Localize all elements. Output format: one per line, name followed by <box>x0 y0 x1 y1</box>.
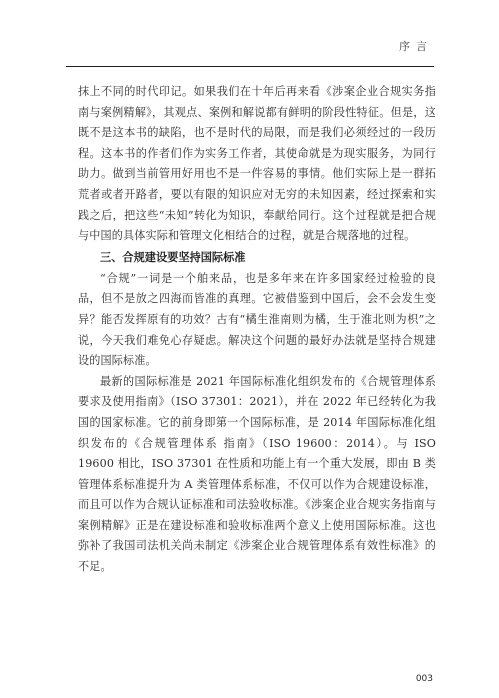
running-header: 序言 <box>399 40 433 53</box>
paragraph-compliance-origin: “合规”一词是一个舶来品，也是多年来在许多国家经过检验的良品，但不是放之四海而皆准的真理。它被借鉴到中国后，会不会发生变异？能否发挥原有的功效？古有“橘生淮南则为橘，生于淮北则为枳”之说，今天我们难免心存疑虑。解决这个问题的最好办法就是坚持合规建设的国际标准。 <box>78 271 436 368</box>
page-body <box>78 82 436 578</box>
section-heading: 三、合规建设要坚持国际标准 <box>100 250 246 264</box>
paragraph-iso-standards: 最新的国际标准是 2021 年国际标准化组织发布的《合规管理体系 要求及使用指南》（ISO 37301：2021），并在 2022 年已经转化为我国的国家标准。它的前身即第一个国际标准，是 2014 年国际标准化组织发布的《合规管理体系 指南》（ISO 19600：2014）。与 ISO 19600 相比，ISO 37301 在性质和功能上有一个重大发展，即由 B 类管理体系标准提升为 A 类管理体系标准，不仅可以作为合规建设标准，而且可以作为合规认证标准和司法验收标准。《涉案企业合规实务指南与案例精解》正是在建设标准和验收标准两个意义上使用国际标准。这也弥补了我国司法机关尚未制定《涉案企业合规管理体系有效性标准》的不足。 <box>78 374 436 574</box>
page-number: 003 <box>415 674 433 684</box>
paragraph-continuation: 抹上不同的时代印记。如果我们在十年后再来看《涉案企业合规实务指南与案例精解》，其观点、案例和解说都有鲜明的阶段性特征。但是，这既不是这本书的缺陷，也不是时代的局限，而是我们必须经过的一段历程。这本书的作者们作为实务工作者，其使命就是为现实服务，为同行助力。做到当前管用好用也不是一件容易的事情。他们实际上是一群拓荒者或者开路者，要以有限的知识应对无穷的未知因素，经过探索和实践之后，把这些“未知”转化为知识，奉献给同行。这个过程就是把合规与中国的具体实际和管理文化相结合的过程，就是合规落地的过程。 <box>78 85 436 243</box>
header-rule <box>66 66 434 67</box>
